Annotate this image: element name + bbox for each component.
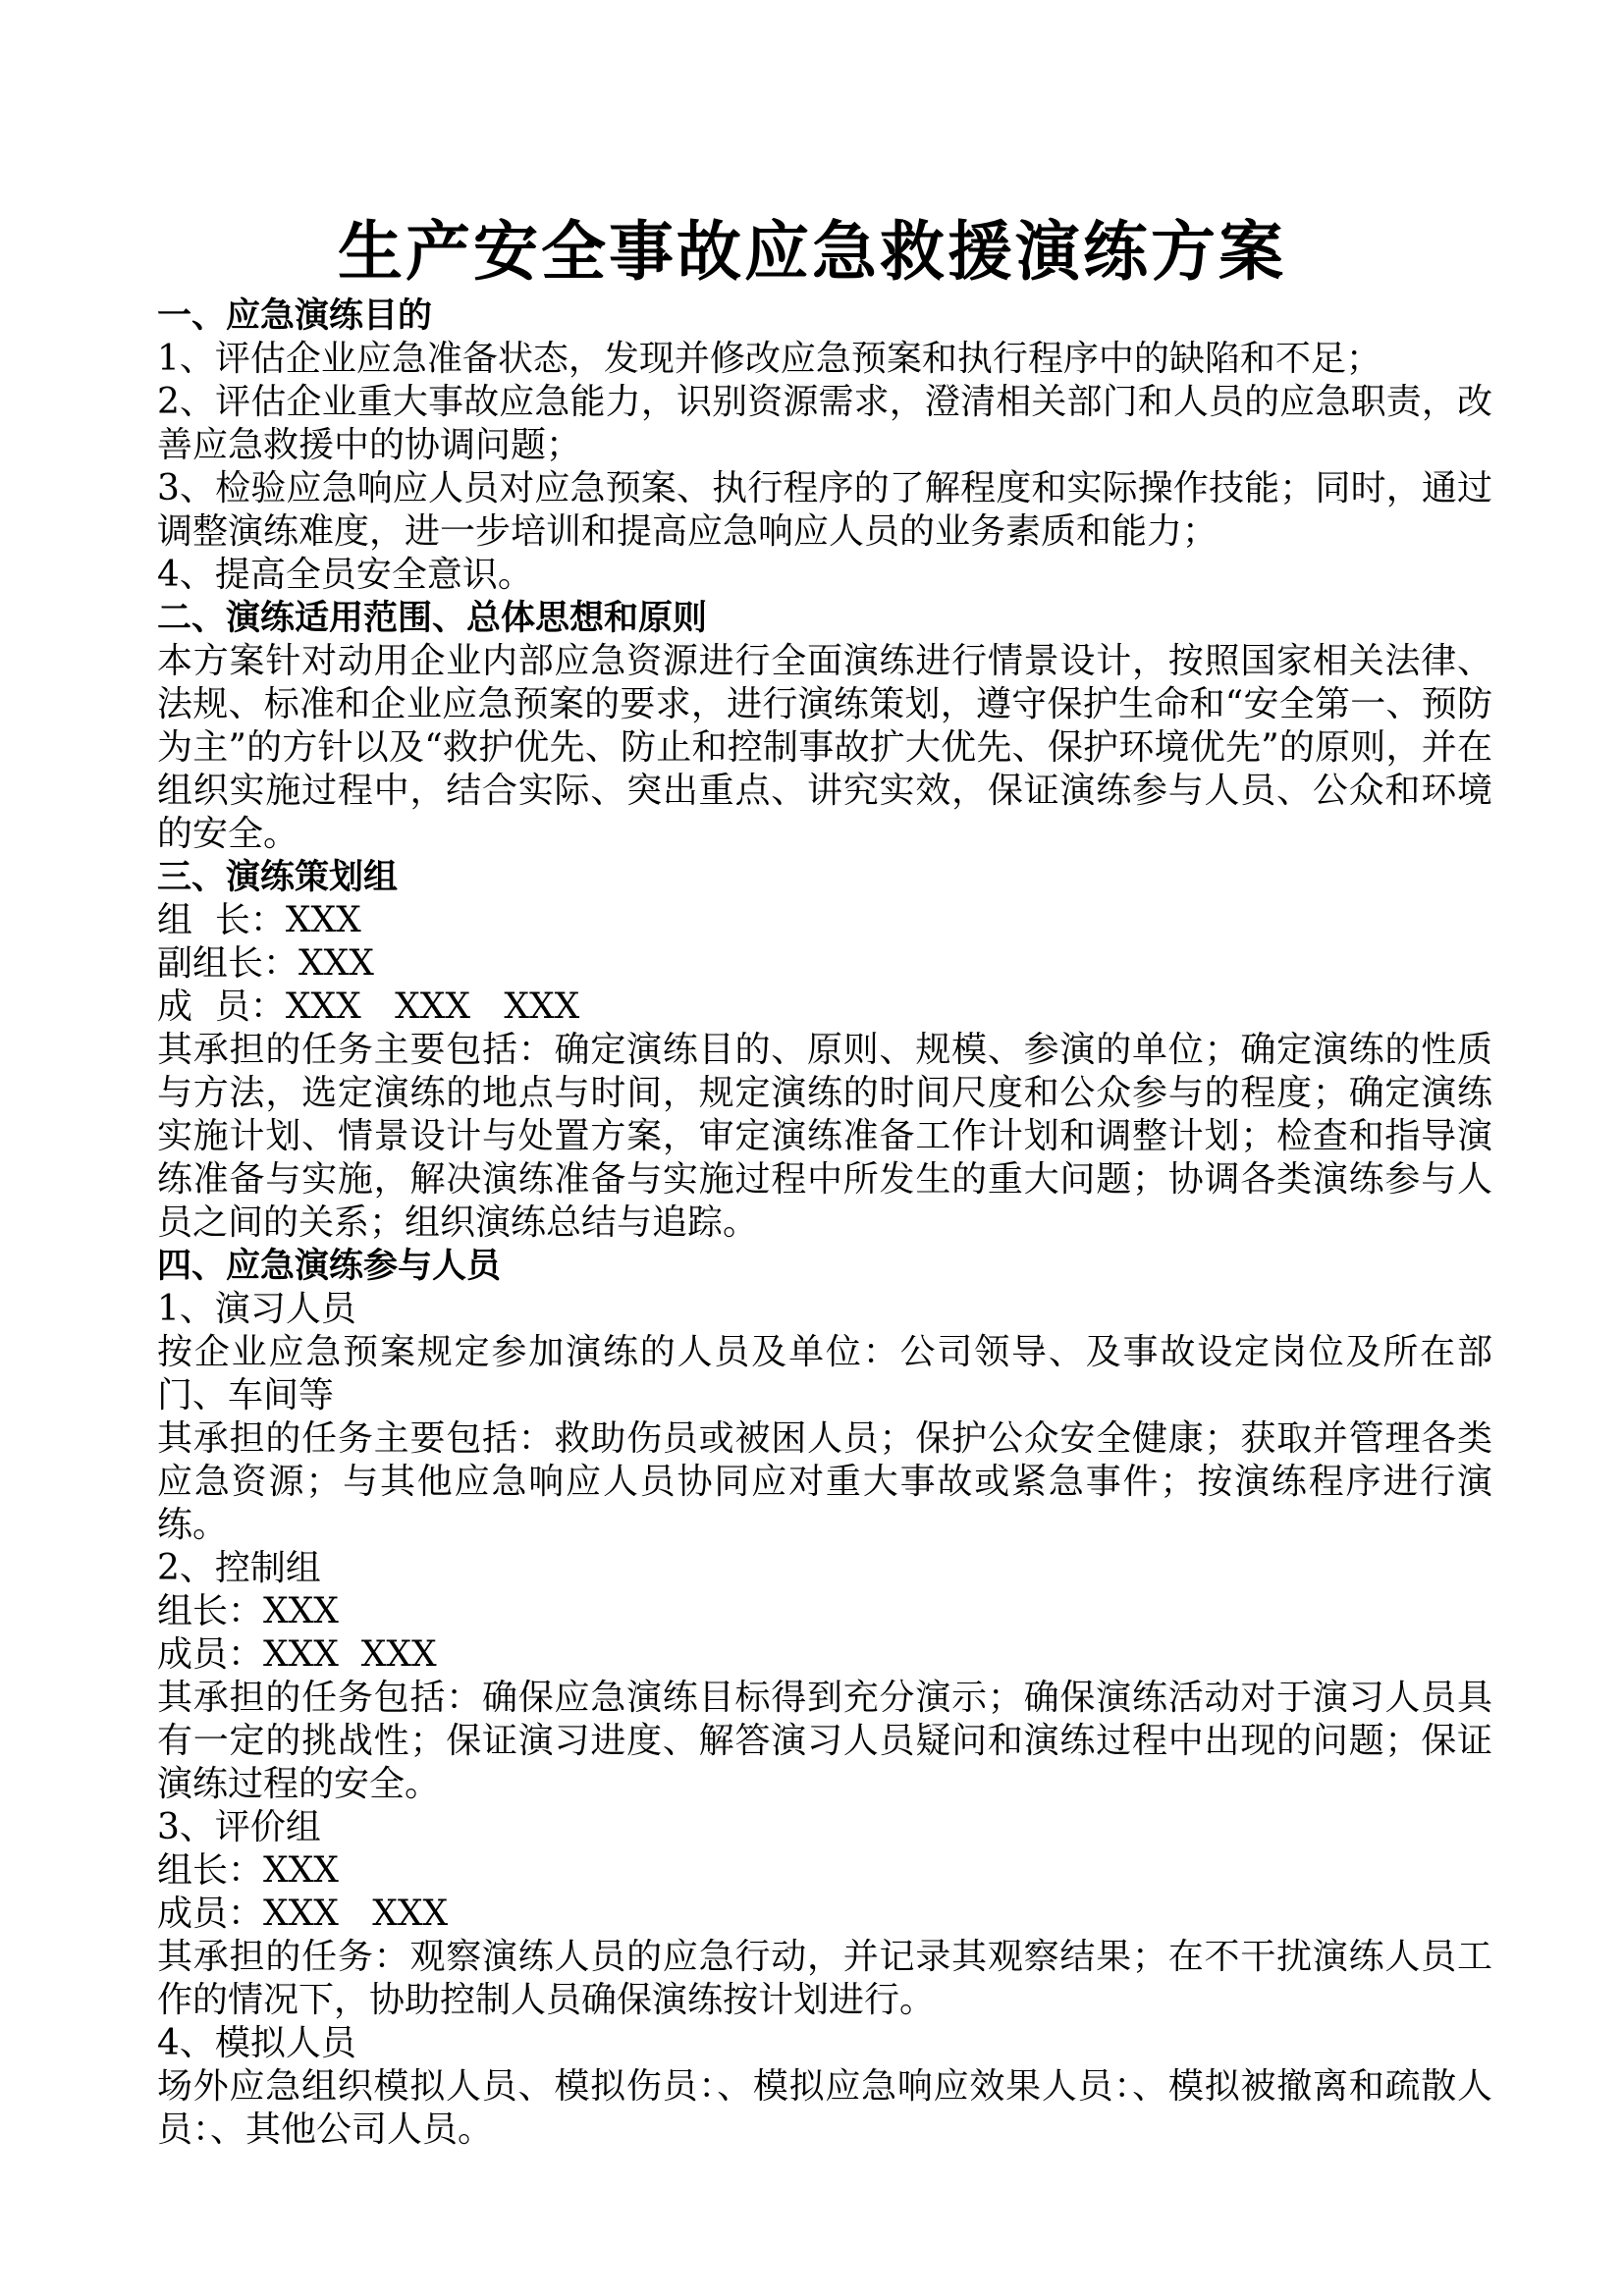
group-deputy: 副组长：XXX (157, 943, 374, 984)
document-body (157, 294, 1492, 2152)
group-members: 成 员：XXX XXX XXX (157, 987, 580, 1027)
subsection-title: 4、模拟人员 (157, 2023, 356, 2063)
section-heading-participants: 四、应急演练参与人员 (157, 1247, 502, 1286)
section-heading-scope: 二、演练适用范围、总体思想和原则 (157, 599, 708, 638)
paragraph: 本方案针对动用企业内部应急资源进行全面演练进行情景设计，按照国家相关法律、法规、标准和企业应急预案的要求，进行演练策划，遵守保护生命和“安全第一、预防为主”的方针以及“救护优先、防止和控制事故扩大优先、保护环境优先”的原则，并在组织实施过程中，结合实际、突出重点、讲究实效，保证演练参与人员、公众和环境的安全。 (157, 641, 1492, 854)
paragraph: 2、评估企业重大事故应急能力，识别资源需求，澄清相关部门和人员的应急职责，改善应急救援中的协调问题； (157, 382, 1492, 465)
subsection-title: 3、评价组 (157, 1807, 321, 1847)
section-heading-planning-group: 三、演练策划组 (157, 858, 399, 897)
group-members: 成员：XXX XXX (157, 1894, 449, 1934)
paragraph: 1、评估企业应急准备状态，发现并修改应急预案和执行程序中的缺陷和不足； (157, 339, 1381, 379)
group-members: 成员：XXX XXX (157, 1634, 437, 1675)
paragraph: 4、提高全员安全意识。 (157, 555, 533, 595)
subsection-title: 1、演习人员 (157, 1289, 356, 1329)
paragraph: 3、检验应急响应人员对应急预案、执行程序的了解程度和实际操作技能；同时，通过调整演练难度，进一步培训和提高应急响应人员的业务素质和能力； (157, 468, 1492, 552)
group-leader: 组 长：XXX (157, 900, 361, 940)
page-title: 生产安全事故应急救援演练方案 (338, 214, 1286, 291)
group-leader: 组长：XXX (157, 1591, 339, 1631)
paragraph: 其承担的任务主要包括：救助伤员或被困人员；保护公众安全健康；获取并管理各类应急资源；与其他应急响应人员协同应对重大事故或紧急事件；按演练程序进行演练。 (157, 1418, 1492, 1545)
paragraph: 场外应急组织模拟人员、模拟伤员：、模拟应急响应效果人员：、模拟被撤离和疏散人员：、其他公司人员。 (157, 2066, 1492, 2150)
group-leader: 组长：XXX (157, 1850, 339, 1891)
paragraph: 其承担的任务：观察演练人员的应急行动，并记录其观察结果；在不干扰演练人员工作的情况下，协助控制人员确保演练按计划进行。 (157, 1937, 1492, 2020)
paragraph: 其承担的任务主要包括：确定演练目的、原则、规模、参演的单位；确定演练的性质与方法，选定演练的地点与时间，规定演练的时间尺度和公众参与的程度；确定演练实施计划、情景设计与处置方案，审定演练准备工作计划和调整计划；检查和指导演练准备与实施，解决演练准备与实施过程中所发生的重大问题；协调各类演练参与人员之间的关系；组织演练总结与追踪。 (157, 1030, 1492, 1243)
paragraph: 按企业应急预案规定参加演练的人员及单位：公司领导、及事故设定岗位及所在部门、车间等 (157, 1332, 1492, 1415)
section-heading-purpose: 一、应急演练目的 (157, 296, 433, 336)
paragraph: 其承担的任务包括：确保应急演练目标得到充分演示；确保演练活动对于演习人员具有一定的挑战性；保证演习进度、解答演习人员疑问和演练过程中出现的问题；保证演练过程的安全。 (157, 1678, 1492, 1804)
subsection-title: 2、控制组 (157, 1548, 321, 1588)
